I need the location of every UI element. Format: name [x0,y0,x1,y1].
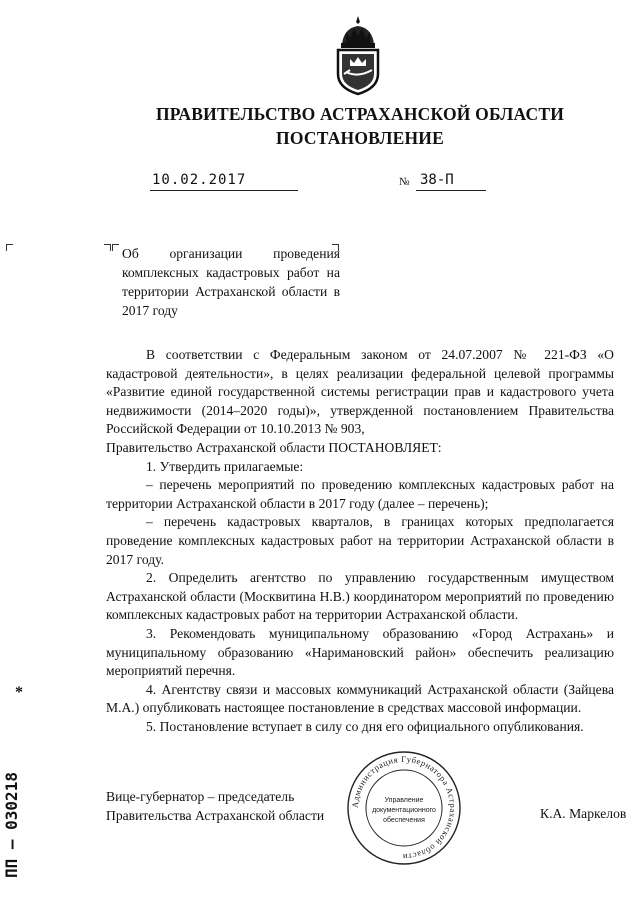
document-subject: Об организации проведения комплексных кадастровых работ на территории Астраханской области в 2017 году [122,246,340,318]
document-type-heading: ПОСТАНОВЛЕНИЕ [276,128,444,148]
registry-side-label: ПП – 030218 [2,772,21,878]
item-5: 5. Постановление вступает в силу со дня его официального опубликования. [146,718,584,734]
stamp-ring-text: Администрация Губернатора Астраханской области [349,753,459,863]
issuer-heading: ПРАВИТЕЛЬСТВО АСТРАХАНСКОЙ ОБЛАСТИ [155,104,565,124]
stamp-center-line1: Управление [384,797,424,804]
item-4: 4. Агентству связи и массовых коммуникаций Астраханской области (Зайцева М.А.) опубликовать настоящее постановление в средствах массовой информации. [106,681,614,716]
item-3: 3. Рекомендовать муниципальному образованию «Город Астрахань» и муниципальному образованию «Наримановский район» обеспечить реализацию мероприятий перечня. [106,625,614,679]
subject-corner-mark-left [104,244,111,251]
item-2: 2. Определить агентство по управлению государственным имуществом Астраханской области (Москвитина Н.В.) координатором мероприятий по проведению комплексных кадастровых работ на территории Астраханской области. [106,570,614,623]
decree-paragraph: Правительство Астраханской области ПОСТАНОВЛЯЕТ: [106,439,442,455]
signatory-position-line2: Правительства Астраханской области [106,807,325,823]
stamp-center-line2: документационного [372,807,436,814]
coat-of-arms-emblem [330,14,386,96]
document-number: 38-П [420,172,454,188]
number-underline [416,190,486,191]
signature-block [106,788,324,825]
number-label: № [399,176,410,188]
subject-corner-mark-left-inner [112,244,119,251]
stamp-center-line3: обеспечения [383,817,425,824]
document-body [106,346,614,736]
item-1-b: – перечень кадастровых кварталов, в границах которых предполагается проведение комплексных кадастровых работ на территории Астраханской области в 2017 году. [106,514,614,567]
side-asterisk-mark: * [15,684,23,701]
official-stamp [346,750,462,866]
item-1: 1. Утвердить прилагаемые: [146,458,304,474]
signatory-name: К.А. Маркелов [540,806,627,821]
signatory-position-line1: Вице-губернатор – председатель [106,789,295,804]
date-underline [150,190,298,191]
document-date: 10.02.2017 [152,172,247,188]
margin-corner-mark [6,244,13,251]
preamble-paragraph: В соответствии с Федеральным законом от 24.07.2007 № 221-ФЗ «О кадастровой деятельности», в целях реализации федеральной целевой программы «Развитие единой государственной системы регистрации прав и кадастрового учета недвижимости (2014–2020 годы)», утвержденной постановлением Правительства Российской Федерации от 10.10.2013 № 903, [106,347,614,437]
item-1-a: – перечень мероприятий по проведению комплексных кадастровых работ на территории Астраханской области в 2017 году (далее – перечень); [106,477,614,511]
